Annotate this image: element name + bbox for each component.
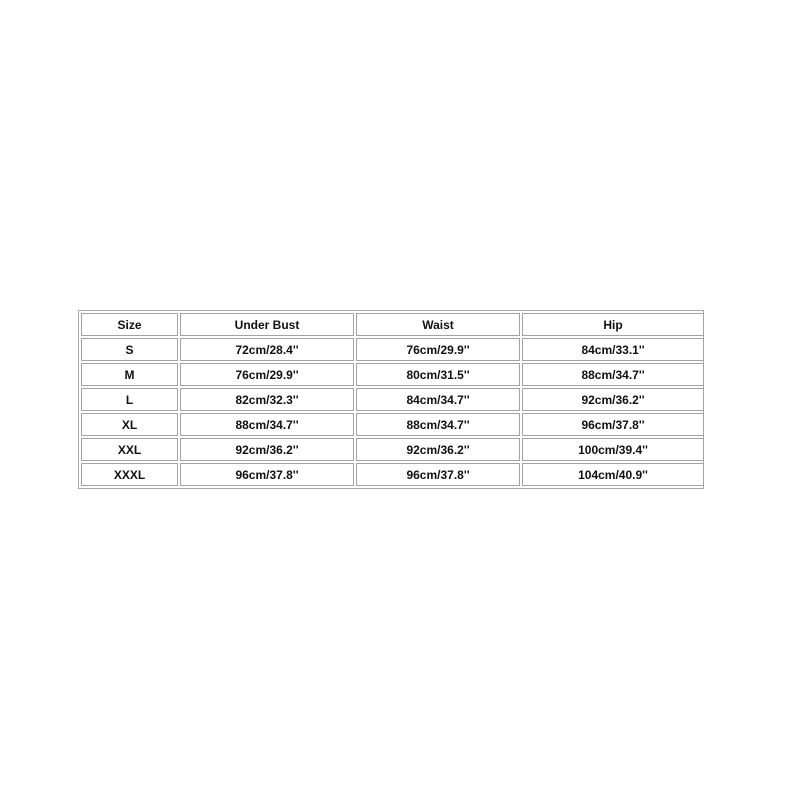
cell-waist: 80cm/31.5'': [356, 363, 520, 386]
cell-under-bust: 72cm/28.4'': [180, 338, 354, 361]
cell-waist: 92cm/36.2'': [356, 438, 520, 461]
cell-waist: 84cm/34.7'': [356, 388, 520, 411]
cell-size: L: [81, 388, 178, 411]
table-row: [81, 463, 704, 486]
cell-under-bust: 92cm/36.2'': [180, 438, 354, 461]
cell-hip: 96cm/37.8'': [522, 413, 704, 436]
cell-under-bust: 76cm/29.9'': [180, 363, 354, 386]
cell-hip: 100cm/39.4'': [522, 438, 704, 461]
header-cell-waist: Waist: [356, 313, 520, 336]
table-header-row: [81, 313, 704, 336]
cell-hip: 88cm/34.7'': [522, 363, 704, 386]
size-table-grid: [79, 311, 706, 488]
cell-size: M: [81, 363, 178, 386]
header-cell-under-bust: Under Bust: [180, 313, 354, 336]
cell-size: XXL: [81, 438, 178, 461]
cell-waist: 76cm/29.9'': [356, 338, 520, 361]
size-chart-table: [78, 310, 704, 489]
cell-hip: 92cm/36.2'': [522, 388, 704, 411]
table-row: [81, 388, 704, 411]
cell-under-bust: 96cm/37.8'': [180, 463, 354, 486]
header-cell-hip: Hip: [522, 313, 704, 336]
table-row: [81, 413, 704, 436]
cell-size: S: [81, 338, 178, 361]
table-row: [81, 363, 704, 386]
cell-hip: 104cm/40.9'': [522, 463, 704, 486]
table-row: [81, 338, 704, 361]
header-cell-size: Size: [81, 313, 178, 336]
cell-under-bust: 88cm/34.7'': [180, 413, 354, 436]
cell-size: XL: [81, 413, 178, 436]
cell-hip: 84cm/33.1'': [522, 338, 704, 361]
cell-under-bust: 82cm/32.3'': [180, 388, 354, 411]
cell-waist: 96cm/37.8'': [356, 463, 520, 486]
cell-size: XXXL: [81, 463, 178, 486]
table-row: [81, 438, 704, 461]
cell-waist: 88cm/34.7'': [356, 413, 520, 436]
